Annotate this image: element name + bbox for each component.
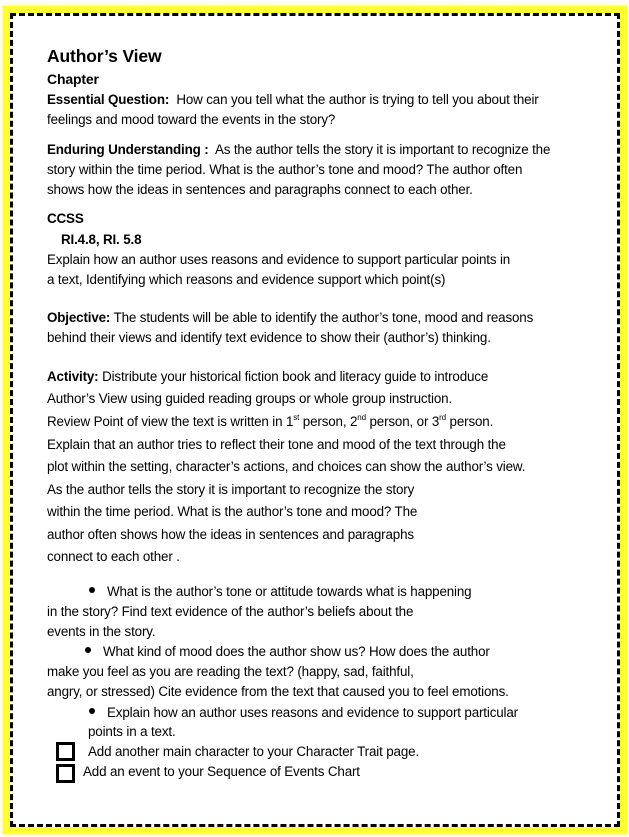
ccss-label: CCSS bbox=[47, 211, 84, 226]
activity-line-6: As the author tells the story it is important to recognize the story bbox=[47, 482, 415, 497]
bullet-icon bbox=[89, 708, 95, 714]
objective-label: Objective: bbox=[47, 310, 111, 325]
checklist-item-1-label: Add another main character to your Character Trait page. bbox=[88, 744, 420, 759]
objective-line-1 bbox=[47, 310, 533, 326]
ordinal-suffix: rd bbox=[439, 413, 446, 422]
activity-label: Activity: bbox=[47, 369, 99, 384]
bullet-text: What kind of mood does the author show us? How does the author bbox=[103, 644, 490, 659]
activity-pov-text: Review Point of view the text is written in 1 bbox=[47, 414, 294, 429]
activity-line-2: Author’s View using guided reading groups or whole group instruction. bbox=[47, 391, 453, 406]
activity-line-4: Explain that an author tries to reflect their tone and mood of the text through the bbox=[47, 437, 506, 452]
bullet-item-2-line-1 bbox=[85, 644, 490, 660]
ccss-description-line-1: Explain how an author uses reasons and evidence to support particular points in bbox=[47, 252, 511, 267]
activity-pov-text: person, 2 bbox=[299, 414, 358, 429]
bullet-text: What is the author’s tone or attitude towards what is happening bbox=[107, 584, 472, 599]
essential-question-label: Essential Question: bbox=[47, 92, 170, 107]
bullet-item-1-line-2: in the story? Find text evidence of the author’s beliefs about the bbox=[47, 604, 414, 619]
bullet-item-2-line-2: make you feel as you are reading the text? (happy, sad, faithful, bbox=[47, 664, 414, 679]
ccss-standards: RI.4.8, RI. 5.8 bbox=[61, 232, 142, 247]
activity-line-8: author often shows how the ideas in sentences and paragraphs bbox=[47, 527, 414, 542]
bullet-item-1-line-1 bbox=[89, 584, 471, 600]
activity-text: Distribute your historical fiction book and literacy guide to introduce bbox=[102, 369, 489, 384]
activity-pov-text: person, or 3 bbox=[365, 414, 440, 429]
bullet-item-3-line-2: points in a text. bbox=[88, 724, 176, 739]
objective-text: The students will be able to identify the author’s tone, mood and reasons bbox=[113, 310, 534, 325]
ordinal-suffix: nd bbox=[357, 413, 366, 422]
enduring-understanding-label: Enduring Understanding : bbox=[47, 142, 209, 157]
bullet-item-1-line-3: events in the story. bbox=[47, 624, 156, 639]
activity-line-1 bbox=[47, 369, 488, 385]
bullet-item-2-line-3: angry, or stressed) Cite evidence from the text that caused you to feel emotions. bbox=[47, 684, 509, 699]
bullet-icon bbox=[85, 647, 91, 653]
enduring-understanding-line-3: shows how the ideas in sentences and paragraphs connect to each other. bbox=[47, 182, 473, 197]
checkbox-add-event[interactable] bbox=[56, 764, 75, 783]
checklist-item-2-label: Add an event to your Sequence of Events Chart bbox=[83, 764, 360, 779]
objective-line-2: behind their views and identify text evidence to show their (author’s) thinking. bbox=[47, 330, 491, 345]
essential-question-text: How can you tell what the author is trying to tell you about their bbox=[176, 92, 539, 107]
chapter-label: Chapter bbox=[47, 71, 99, 87]
enduring-understanding-line-2: story within the time period. What is the author’s tone and mood? The author often bbox=[47, 162, 523, 177]
activity-line-9: connect to each other . bbox=[47, 549, 180, 564]
page-title: Author’s View bbox=[47, 46, 162, 66]
activity-line-7: within the time period. What is the author’s tone and mood? The bbox=[47, 504, 418, 519]
ordinal-suffix: st bbox=[293, 413, 300, 422]
checkbox-add-main-character[interactable] bbox=[56, 742, 75, 761]
essential-question-line-1 bbox=[47, 92, 539, 108]
bullet-icon bbox=[89, 587, 95, 593]
activity-line-5: plot within the setting, character’s actions, and choices can show the author’s view. bbox=[47, 459, 526, 474]
activity-line-3 bbox=[47, 414, 493, 430]
essential-question-line-2: feelings and mood toward the events in the story? bbox=[47, 112, 336, 127]
enduring-understanding-line-1 bbox=[47, 142, 550, 158]
enduring-understanding-text: As the author tells the story it is important to recognize the bbox=[214, 142, 551, 157]
bullet-item-3-line-1 bbox=[89, 705, 518, 721]
bullet-text: Explain how an author uses reasons and evidence to support particular bbox=[107, 705, 518, 720]
ccss-description-line-2: a text, Identifying which reasons and evidence support which point(s) bbox=[47, 272, 446, 287]
activity-pov-text: person. bbox=[445, 414, 494, 429]
